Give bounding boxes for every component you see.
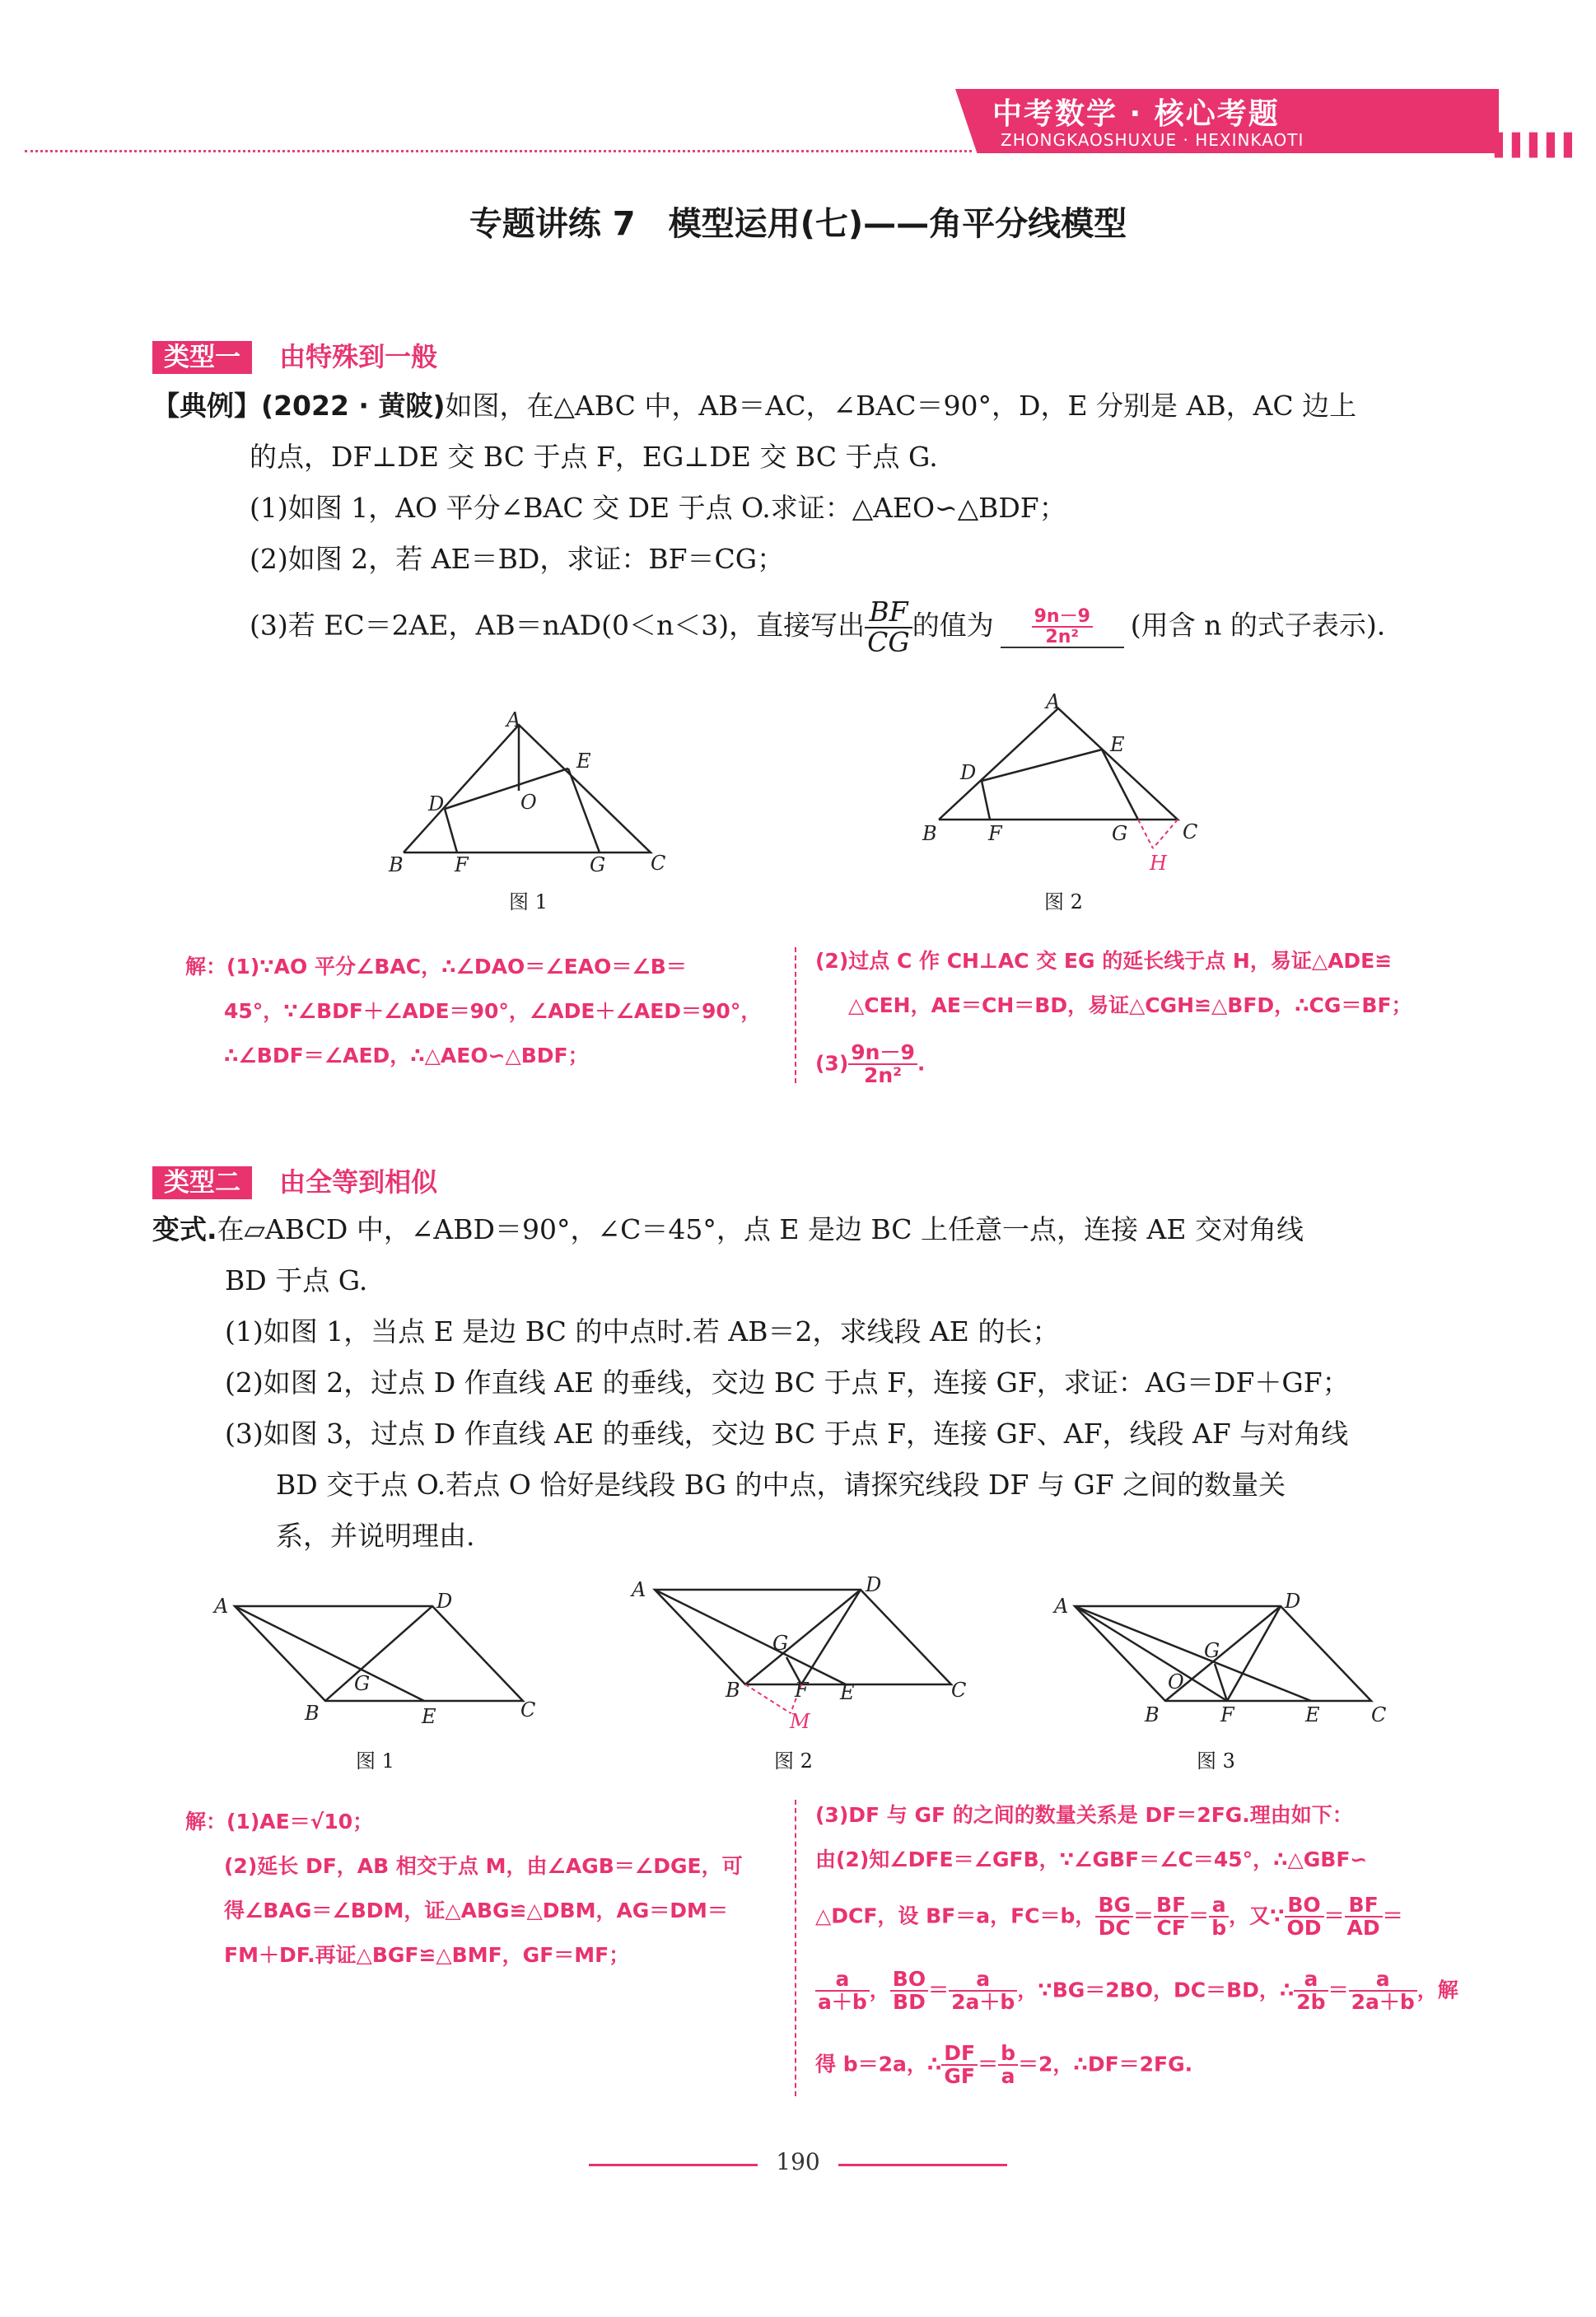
frac-den: 2a＋b xyxy=(1351,1990,1415,2015)
frac-den: BD xyxy=(893,1990,926,2015)
frac-num: 9n－9 xyxy=(1032,607,1093,628)
solution-left-line2: 45°，∵∠BDF＋∠ADE＝90°，∠ADE＋∠AED＝90°， xyxy=(224,999,762,1023)
point-label: F xyxy=(455,853,469,876)
frac-num: a xyxy=(1349,1969,1417,1992)
figure-caption: 图 3 xyxy=(1197,1749,1235,1773)
question-3 xyxy=(250,598,1385,656)
point-label: B xyxy=(305,1702,320,1725)
frac-den: 2a＋b xyxy=(951,1990,1015,2015)
page-number: 190 xyxy=(776,2148,820,2175)
frac-den: 2n² xyxy=(863,1063,903,1088)
sol-text: △DCF，设 BF＝a，FC＝b， xyxy=(815,1904,1096,1928)
header-bars: ▌▌▌▌▌ xyxy=(1495,133,1581,158)
sol-fraction xyxy=(1095,1894,1133,1940)
point-label: E xyxy=(576,750,591,773)
figure-2-triangle xyxy=(914,684,1227,881)
sol2-right-line2: 由(2)知∠DFE＝∠GFB，∵∠GBF＝∠C＝45°，∴△GBF∽ xyxy=(815,1848,1368,1871)
point-label: O xyxy=(520,791,537,814)
point-label: C xyxy=(651,852,666,875)
sol2-right-line4: $\frac{a}{a+b}$ ， $\frac{BO}{BD}$ ＝ $\frac{a}{2a+b}$ ，∵BG＝2BO，DC＝BD，∴ $\frac{a}{2b}$ ＝ $\frac{a}{2a+b}$ ，解 xyxy=(815,1969,1458,2014)
figure-caption: 图 2 xyxy=(1044,890,1083,913)
question-2: (2)如图 2，过点 D 作直线 AE 的垂线，交边 BC 于点 F，连接 GF，求证：AG＝DF＋GF； xyxy=(225,1366,1350,1399)
figure-3-parallelogram xyxy=(1038,1581,1392,1730)
sol2-right-line5: 得 b＝2a，∴ $\frac{DF}{GF}$ ＝ $\frac{b}{a}$ ＝2，∴DF＝2FG. xyxy=(815,2041,1193,2089)
point-label: G xyxy=(772,1632,789,1655)
frac-num: a xyxy=(815,1969,870,1992)
frac-den: DC xyxy=(1098,1916,1131,1941)
point-label: A xyxy=(1046,690,1061,713)
sol2-right-line3: △DCF，设 BF＝a，FC＝b， $\frac{BG}{DC}$ ＝ $\frac{BF}{CF}$ ＝ $\frac{a}{b}$ ，又∵ $\frac{BO}{OD}$ ＝ $\frac{BF}{AD}$ ＝ xyxy=(815,1893,1403,1941)
answer-blank xyxy=(1001,607,1124,648)
question-3-line1: (3)如图 3，过点 D 作直线 AE 的垂线，交边 BC 于点 F，连接 GF、AF，线段 AF 与对角线 xyxy=(225,1418,1349,1450)
example-tag: 【典例】 xyxy=(152,390,261,422)
solution-right-line3 xyxy=(815,1042,925,1087)
example-stem-line2: 的点，DF⊥DE 交 BC 于点 F，EG⊥DE 交 BC 于点 G. xyxy=(250,441,938,473)
point-label: A xyxy=(506,708,521,731)
point-label: A xyxy=(214,1595,229,1618)
frac-den: CF xyxy=(1156,1916,1186,1941)
sol-fraction xyxy=(998,2043,1018,2088)
point-label: E xyxy=(840,1681,855,1704)
point-label: G xyxy=(590,853,606,876)
frac-num: BG xyxy=(1095,1894,1133,1918)
solution-divider xyxy=(795,1800,796,2096)
solution-divider xyxy=(795,947,796,1083)
frac-den: CG xyxy=(867,625,910,658)
point-label: C xyxy=(1183,820,1198,843)
figure-1-parallelogram xyxy=(206,1581,552,1730)
question-3-line3: 系，并说明理由. xyxy=(276,1520,475,1552)
figure-2-parallelogram xyxy=(622,1565,984,1738)
frac-num: DF xyxy=(941,2043,978,2066)
type-name: 由全等到相似 xyxy=(279,1166,438,1198)
frac-den: AD xyxy=(1346,1916,1380,1941)
solution-right-line1: (2)过点 C 作 CH⊥AC 交 EG 的延长线于点 H，易证△ADE≌ xyxy=(815,949,1393,973)
sol-text: ＝2，∴DF＝2FG. xyxy=(1018,2052,1193,2076)
frac-num: BF xyxy=(1345,1894,1383,1918)
sol-fraction xyxy=(1209,1894,1229,1940)
point-label: M xyxy=(790,1710,810,1733)
sol-fraction xyxy=(848,1042,917,1087)
frac-num: b xyxy=(998,2043,1018,2066)
type-name: 由特殊到一般 xyxy=(279,341,438,372)
sol-fraction xyxy=(949,1969,1017,2014)
point-label: G xyxy=(354,1672,371,1695)
section2-heading xyxy=(152,1161,437,1199)
point-label: D xyxy=(436,1590,453,1613)
solution-right-line2: △CEH，AE＝CH＝BD，易证△CGH≌△BFD，∴CG＝BF； xyxy=(848,993,1412,1017)
frac-num: BF xyxy=(1154,1894,1188,1918)
example-stem-line1 xyxy=(152,381,1356,432)
sol-fraction xyxy=(815,1969,870,2014)
solution-left-line1: 解：(1)∵AO 平分∠BAC，∴∠DAO＝∠EAO＝∠B＝ xyxy=(185,955,687,979)
point-label: D xyxy=(428,792,445,815)
point-label: D xyxy=(1285,1590,1301,1613)
header-title: 中考数学 · 核心考题 xyxy=(992,97,1280,131)
point-label: A xyxy=(1054,1595,1069,1618)
frac-den: OD xyxy=(1286,1916,1322,1941)
type-badge: 类型二 xyxy=(152,1166,252,1199)
figure-1-triangle xyxy=(371,708,684,890)
point-label: C xyxy=(951,1679,967,1702)
variant-stem-line2: BD 于点 G. xyxy=(225,1264,368,1296)
frac-den: GF xyxy=(944,2064,975,2089)
point-label: E xyxy=(422,1705,436,1728)
point-label: O xyxy=(1168,1670,1184,1693)
point-label: F xyxy=(1220,1703,1234,1726)
variant-tag: 变式. xyxy=(152,1213,217,1245)
frac-num: BO xyxy=(890,1969,928,1992)
point-label: F xyxy=(988,822,1002,845)
q3-text: (用含 n 的式子表示). xyxy=(1130,609,1386,642)
point-label: E xyxy=(1110,733,1125,756)
point-label: E xyxy=(1305,1703,1320,1726)
solution-left-line3: ∴∠BDF＝∠AED，∴△AEO∽△BDF； xyxy=(224,1044,589,1067)
variant-stem-line1 xyxy=(152,1204,1304,1255)
q3-text: (3)若 EC＝2AE，AB＝nAD(0＜n＜3)，直接写出 xyxy=(250,609,866,642)
sol-text: ，∵BG＝2BO，DC＝BD，∴ xyxy=(1017,1978,1295,2002)
frac-den: 2b xyxy=(1296,1990,1326,2015)
frac-den: b xyxy=(1211,1916,1227,1941)
frac-den: a xyxy=(1001,2064,1015,2089)
point-label: C xyxy=(520,1698,536,1721)
sol2-right-line1: (3)DF 与 GF 的之间的数量关系是 DF＝2FG.理由如下： xyxy=(815,1803,1353,1827)
q3-fraction xyxy=(865,598,912,656)
question-3-line2: BD 交于点 O.若点 O 恰好是线段 BG 的中点，请探究线段 DF 与 GF 之间的数量关 xyxy=(276,1469,1286,1501)
point-label: C xyxy=(1371,1703,1387,1726)
header-subtitle: ZHONGKAOSHUXUE · HEXINKAOTI xyxy=(1001,130,1304,150)
sol2-left-line4: FM＋DF.再证△BGF≌△BMF，GF＝MF； xyxy=(224,1943,630,1967)
point-label: D xyxy=(960,761,977,784)
sol-fraction xyxy=(1154,1894,1188,1940)
sol-fraction xyxy=(1285,1894,1324,1940)
answer-fraction xyxy=(1032,607,1093,647)
header-dotted-line xyxy=(25,150,972,152)
frac-den: a＋b xyxy=(818,1990,867,2015)
stem-text: 如图，在△ABC 中，AB＝AC，∠BAC＝90°，D，E 分别是 AB，AC 边上 xyxy=(445,390,1357,422)
page-title: 专题讲练 7 模型运用(七)——角平分线模型 xyxy=(469,205,1127,243)
sol-fraction xyxy=(1294,1969,1328,2014)
point-label: B xyxy=(1145,1703,1160,1726)
figure-caption: 图 1 xyxy=(356,1749,394,1773)
sol-fraction xyxy=(890,1969,928,2014)
sol2-left-line1: 解：(1)AE＝√10； xyxy=(185,1810,374,1834)
q3-text: 的值为 xyxy=(912,609,994,642)
frac-num: BO xyxy=(1285,1894,1324,1918)
sol-fraction xyxy=(1349,1969,1417,2014)
sol2-left-line3: 得∠BAG＝∠BDM，证△ABG≌△DBM，AG＝DM＝ xyxy=(224,1899,728,1922)
frac-num: 9n－9 xyxy=(848,1042,917,1065)
point-label: A xyxy=(632,1578,646,1601)
question-1: (1)如图 1，AO 平分∠BAC 交 DE 于点 O.求证：△AEO∽△BDF； xyxy=(250,492,1066,524)
sol-fraction xyxy=(1345,1894,1383,1940)
sol-fraction xyxy=(941,2043,978,2088)
question-1: (1)如图 1，当点 E 是边 BC 的中点时.若 AB＝2，求线段 AE 的长； xyxy=(225,1315,1060,1348)
question-2: (2)如图 2，若 AE＝BD，求证：BF＝CG； xyxy=(250,543,785,575)
figure-caption: 图 1 xyxy=(509,890,548,913)
sol-text: (3) xyxy=(815,1051,849,1076)
sol2-left-line2: (2)延长 DF，AB 相交于点 M，由∠AGB＝∠DGE，可 xyxy=(224,1854,743,1878)
point-label: G xyxy=(1112,822,1128,845)
frac-num: a xyxy=(1209,1894,1229,1918)
example-source: (2022 · 黄陂) xyxy=(261,390,446,422)
type-badge: 类型一 xyxy=(152,341,252,374)
sol-text: ，解 xyxy=(1416,1978,1458,2002)
point-label: F xyxy=(795,1679,809,1702)
point-label: B xyxy=(726,1679,740,1702)
sol-text: . xyxy=(917,1051,926,1076)
point-label: H xyxy=(1150,852,1167,875)
frac-num: BF xyxy=(865,598,912,628)
frac-num: a xyxy=(949,1969,1017,1992)
section1-heading xyxy=(152,336,437,374)
point-label: G xyxy=(1204,1639,1220,1662)
point-label: D xyxy=(866,1573,882,1596)
figure-caption: 图 2 xyxy=(774,1749,813,1773)
frac-den: 2n² xyxy=(1045,626,1080,647)
frac-num: a xyxy=(1294,1969,1328,1992)
point-label: B xyxy=(922,822,937,845)
sol-text: 得 b＝2a，∴ xyxy=(815,2052,942,2076)
sol-text: ，又∵ xyxy=(1229,1904,1285,1928)
stem-text: 在▱ABCD 中，∠ABD＝90°，∠C＝45°，点 E 是边 BC 上任意一点，连接 AE 交对角线 xyxy=(217,1213,1304,1245)
point-label: B xyxy=(389,853,404,876)
